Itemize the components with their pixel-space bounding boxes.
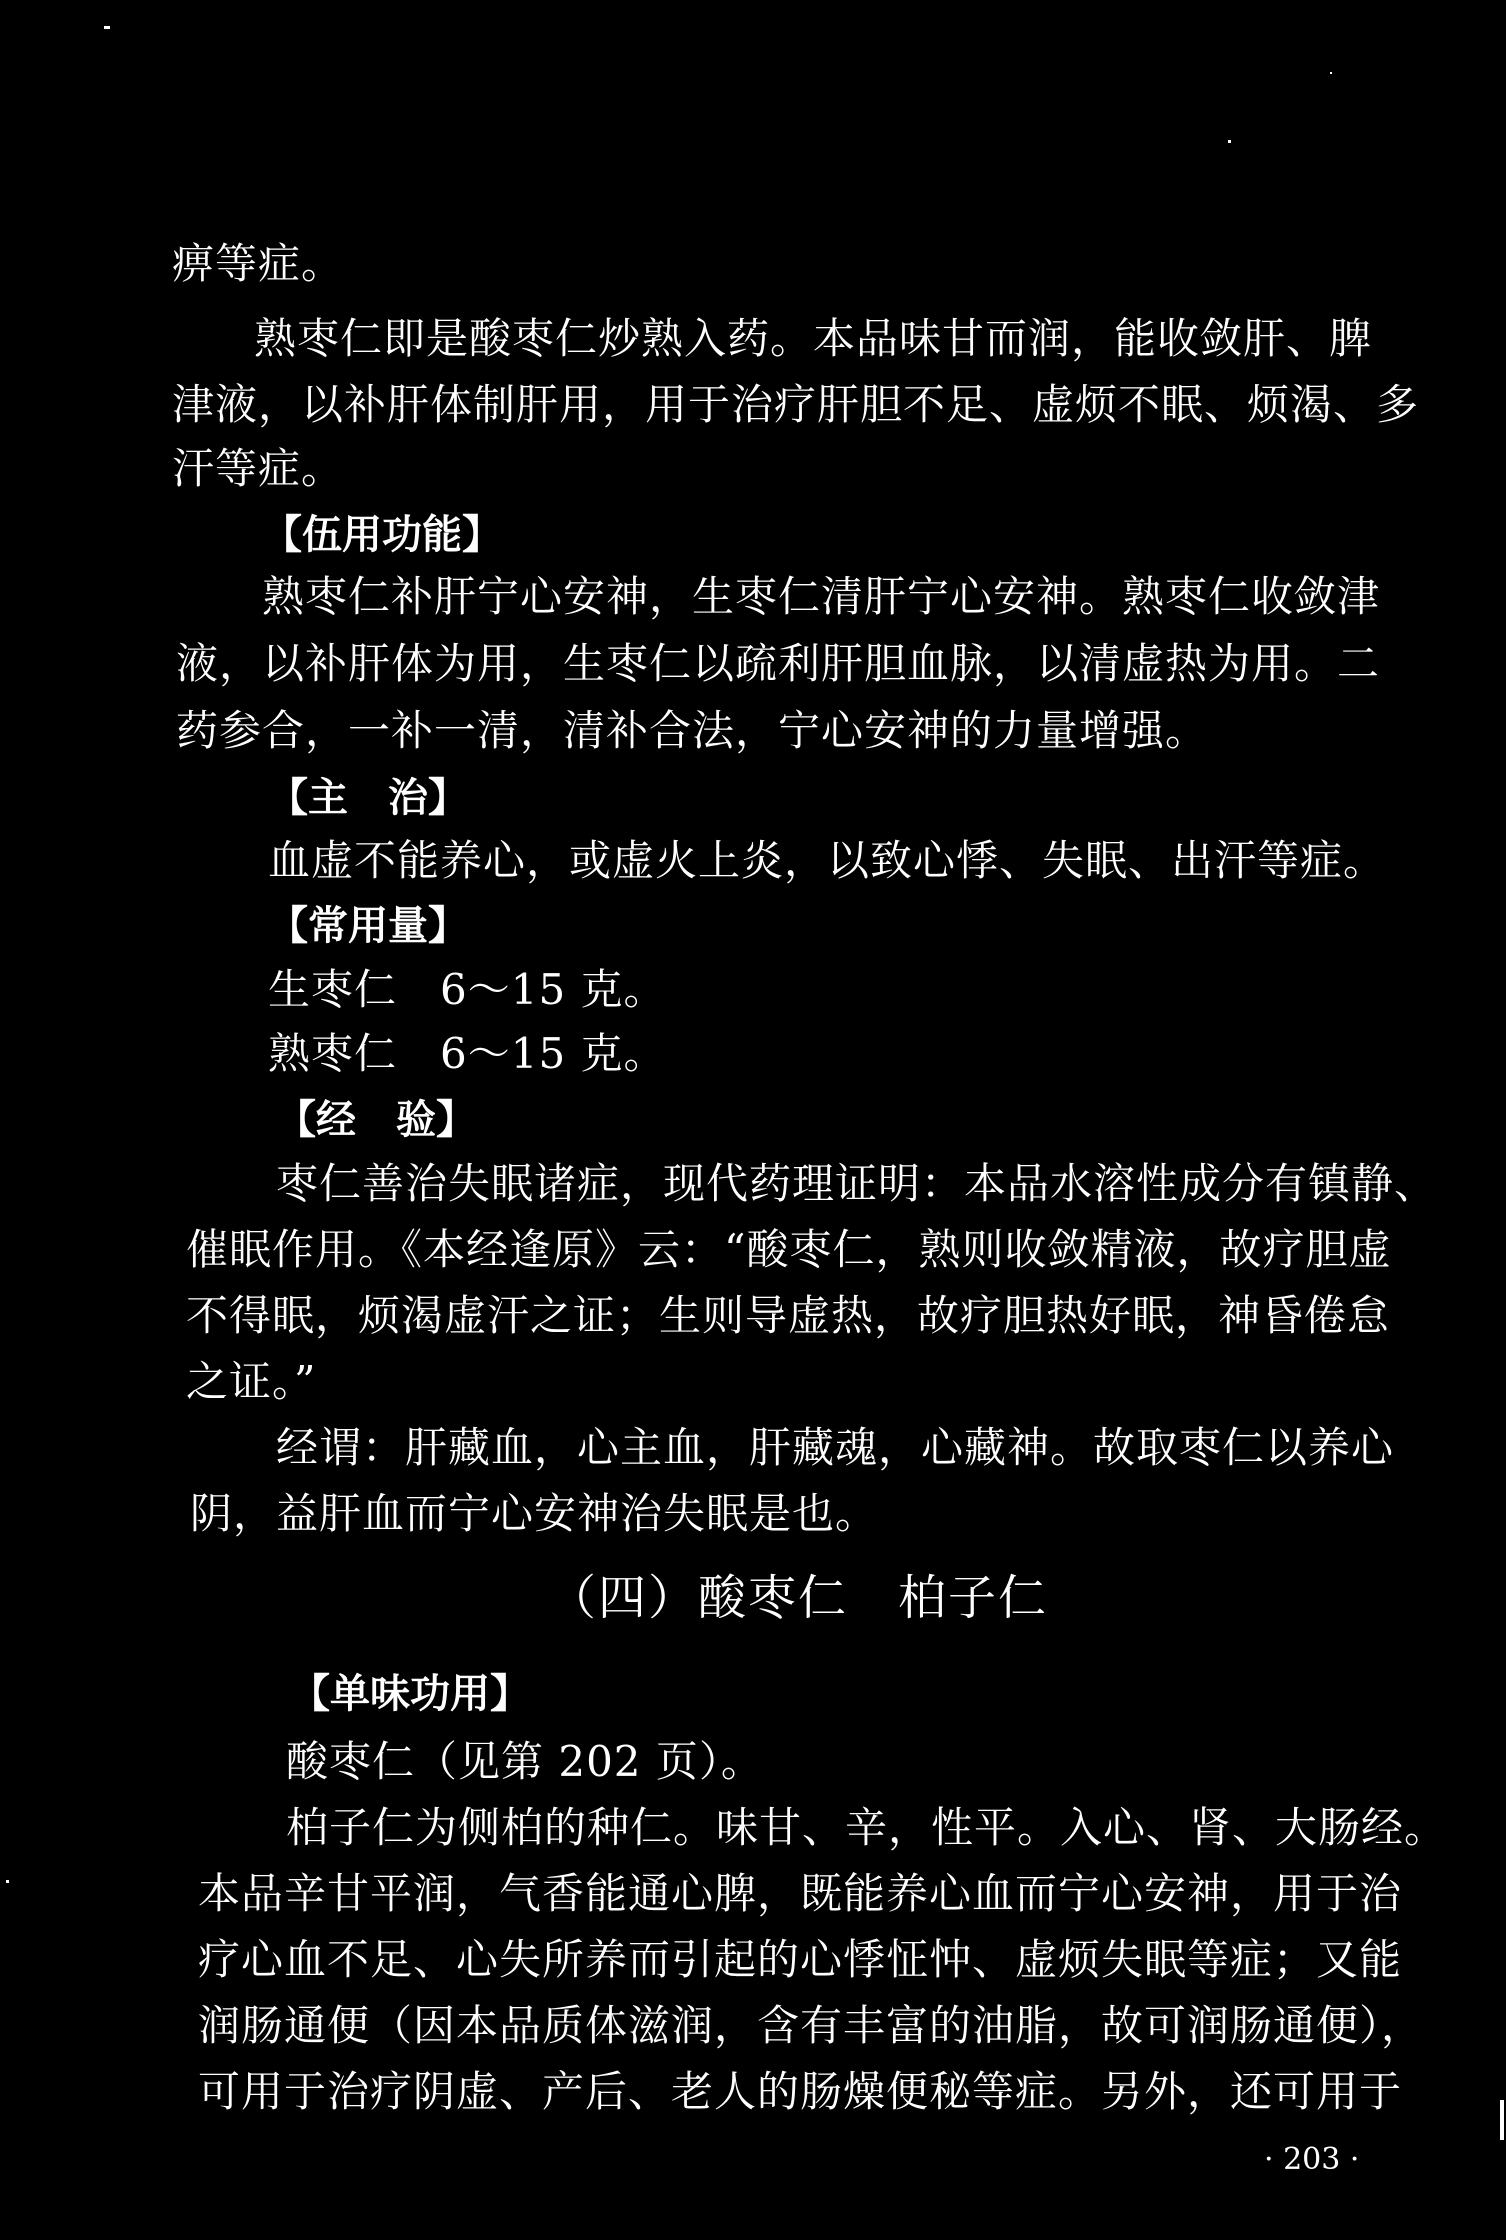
section-heading-experience: 【经 验】 [276,1097,476,1143]
text-line: 酸枣仁（见第 202 页）。 [286,1737,764,1786]
text-line: 痹等症。 [172,239,345,288]
section-heading-single-herb-function: 【单味功用】 [290,1671,530,1717]
section-heading-indications: 【主 治】 [268,775,468,821]
scan-speck [1228,140,1231,143]
text-line: 熟枣仁 6～15 克。 [268,1029,667,1078]
text-line: 阴，益肝血而宁心安神治失眠是也。 [190,1489,879,1538]
text-line: 药参合，一补一清，清补合法，宁心安神的力量增强。 [176,706,1209,755]
page-number: · 203 · [1264,2142,1360,2177]
text-line: 血虚不能养心，或虚火上炎，以致心悸、失眠、出汗等症。 [268,836,1387,885]
scan-speck [1500,2100,1504,2140]
text-line: 汗等症。 [172,444,345,493]
text-line: 熟枣仁补肝宁心安神，生枣仁清肝宁心安神。熟枣仁收敛津 [262,572,1381,621]
scan-speck [104,26,110,29]
text-line: 本品辛甘平润，气香能通心脾，既能养心血而宁心安神，用于治 [198,1869,1403,1918]
text-line: 疗心血不足、心失所养而引起的心悸怔忡、虚烦失眠等症；又能 [198,1935,1403,1984]
text-line: 熟枣仁即是酸枣仁炒熟入药。本品味甘而润，能收敛肝、脾 [254,314,1373,363]
text-line: 枣仁善治失眠诸症，现代药理证明：本品水溶性成分有镇静、 [276,1159,1438,1208]
text-line: 柏子仁为侧柏的种仁。味甘、辛，性平。入心、肾、大肠经。 [286,1803,1448,1852]
text-line: 之证。” [186,1357,317,1406]
scan-speck [6,1880,9,1883]
text-line: 津液，以补肝体制肝用，用于治疗肝胆不足、虚烦不眠、烦渴、多 [172,380,1420,429]
scan-speck [1330,72,1332,74]
text-line: 液，以补肝体为用，生枣仁以疏利肝胆血脉，以清虚热为用。二 [176,639,1381,688]
text-line: 催眠作用。《本经逢原》云：“酸枣仁，熟则收敛精液，故疗胆虚 [186,1225,1392,1274]
text-line: 经谓：肝藏血，心主血，肝藏魂，心藏神。故取枣仁以养心 [276,1423,1395,1472]
section-title-pair-four: （四）酸枣仁 柏子仁 [548,1570,1049,1626]
text-line: 不得眠，烦渴虚汗之证；生则导虚热，故疗胆热好眠，神昏倦怠 [186,1291,1391,1340]
text-line: 生枣仁 6～15 克。 [268,965,667,1014]
text-line: 润肠通便（因本品质体滋润，含有丰富的油脂，故可润肠通便）， [198,2001,1425,2050]
section-heading-combined-function: 【伍用功能】 [262,512,502,558]
section-heading-dosage: 【常用量】 [268,903,468,949]
text-line: 可用于治疗阴虚、产后、老人的肠燥便秘等症。另外，还可用于 [198,2067,1403,2116]
